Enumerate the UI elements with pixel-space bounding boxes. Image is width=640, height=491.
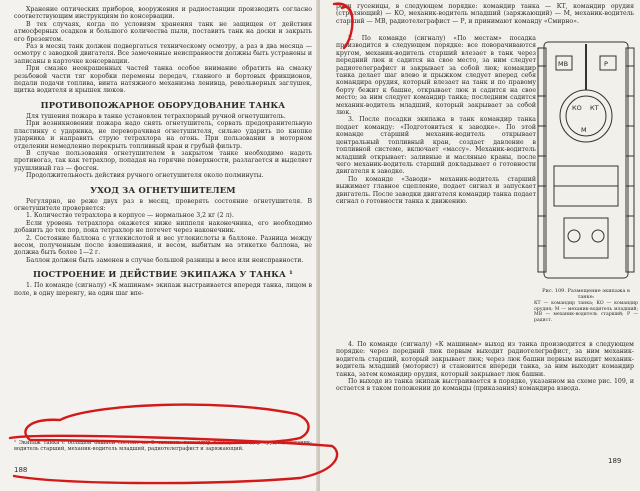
paragraph: В случае пользования огнетушителем в закрытом танке необходимо надеть противогаз, так как тетрахлор, попадая на горячие поверхности, разлагается и выделяет удушливый газ — фосген.: [14, 149, 312, 172]
left-track: [538, 48, 546, 272]
paragraph: Регулярно, не реже двух раз в месяц, проверять состояние огнетушителя. В огнетушителе проверяется:: [14, 197, 312, 212]
page-number-right: 189: [608, 457, 622, 465]
crew-label: КТ: [590, 104, 599, 112]
crew-label: МВ: [558, 60, 569, 68]
paragraph: 1. По команде (сигналу) «К машинам» экипаж выстраивается впереди танка, лицом в поле, в одну шеренгу, на один шаг впе-: [14, 282, 312, 297]
paragraph: Для тушения пожара в танке установлен тетрахлорный ручной огнетушитель.: [26, 112, 286, 120]
right-text-top: [336, 3, 634, 25]
right-text-narrow-column: [336, 35, 536, 205]
paragraph: В тех случаях, когда по условиям хранения танк не защищен от действия атмосферных осадков и большого количества пыли, поставить танк на доски и закрыть его брезентом.: [14, 20, 312, 43]
footnote: ¹ Экипаж танка с большой башней состоит из 6 человек: командир танка, командир орудия, механик-водитель старший, механик-водитель младший, радиотелеграфист и заряжающий.: [14, 440, 312, 453]
paragraph: 3. После посадки экипажа в танк командир танка подает команду: «Подготовиться к заводке». По этой команде старший механик-водитель открывает центральный топливный кран, создает давление в топливной системе, включает «массу». Механик-водитель младший открывает: заливные и масляные краны, после чего механик-водитель старший докладывает о готовности двигателя к заводке.: [336, 116, 536, 176]
paragraph: 2. Состояние баллона с углекислотой и вес углекислоты в баллоне. Разница между весом, полученным после взвешивания, и весом, выбитым на этикетке баллона, не должна быть более 1—2 г.: [14, 234, 312, 257]
paragraph: Раз в месяц танк должен подвергаться техническому осмотру, а раз в два месяца — осмотру с заводкой двигателя. Все замеченные неисправности должны быть устранены и записаны в карточке консервации.: [14, 43, 312, 65]
left-text-column: [14, 6, 312, 297]
paragraph: реди гусеницы, в следующем порядке: командир танка — КТ, командир орудия (стреляющий) — КО, механик-водитель младший (заряжающий) — М, механик-водитель старший — МВ, радиотелеграфист — Р, и принимают команду «Смирно».: [336, 3, 634, 25]
turret-ring: [560, 90, 612, 142]
page-number-left: 188: [14, 466, 28, 474]
paragraph: При возникновении пожара надо снять огнетушитель, сорвать предохранительную пластинку с ударника, не переворачивая огнетушителя, сильно ударить по кнопке ударника и направить струю тетрахлора на огонь. При пользовании в моторном отделении немедленно перекрыть топливный кран и грубый фильтр.: [14, 120, 312, 150]
paragraph: Если уровень тетрахлора окажется ниже ниппеля наконечника, его необходимо добавить до тех пор, пока тетрахлор не потечет через наконечник.: [14, 219, 312, 235]
paragraph: 4. По команде (сигналу) «К машинам» выход из танка производится в следующем порядке: через передний люк первым выходит радиотелеграфист, за ним механик-водитель старший, который закрывает люк; через люк башни первым выходит механик-водитель младший (моторист) и становится впереди танка, за ним выходит командир танка, затем командир орудия, который закрывает люк башни.: [336, 341, 634, 378]
paragraph: При смазке неокрашенных частей танка особое внимание обратить на смазку резьбовой части тяг коробки перемены передач, главного и бортовых фрикционов, педали подачи топлива, винта натяжного механизма ленивца, револьверных заглушек, щитка водителя и крышек люков.: [14, 65, 312, 95]
section-heading-crew-formation: ПОСТРОЕНИЕ И ДЕЙСТВИЕ ЭКИПАЖА У ТАНКА ¹: [32, 269, 294, 280]
radio-hatch: [600, 56, 616, 70]
right-text-bottom: [336, 341, 634, 393]
tank-crew-diagram: [534, 36, 638, 286]
paragraph: По команде «Заводи» механик-водитель старший выжимает главное сцепление, подает сигнал и запускает двигатель. После заводки двигателя командир танка подает сигнал о готовности танка к движению.: [336, 175, 536, 205]
paragraph: По выходе из танка экипаж выстраивается в порядке, указанном на схеме рис. 109, и остается в таком положении до команды (приказания) командира взвода.: [336, 378, 634, 393]
right-track: [626, 48, 634, 272]
paragraph: Хранение оптических приборов, вооружения и радиостанции производить согласно соответствующим инструкциям по консервации.: [14, 6, 312, 21]
right-page: [320, 0, 640, 491]
paragraph: 2. По команде (сигналу) «По местам» посадка производится в следующем порядке: все поворачиваются кругом, механик-водитель старший влезает в танк через передний люк и садится на свое место, за ним следует радиотелеграфист и закрывает за собой люк; командир танка делает шаг влево и прыжком следует вперед себя командира орудия, который влезает на танк и по правому борту бежит к башне, открывает люк и садится на свое место; за ним следует командир танка; последним садится механик-водитель младший, который закрывает за собой люк.: [336, 35, 536, 117]
crew-label: КО: [572, 104, 582, 112]
crew-label: Р: [604, 60, 608, 68]
transmission-compartment: [564, 218, 608, 258]
paragraph: Баллон должен быть заменен в случае большой разницы в весе или неисправности.: [26, 256, 304, 264]
figure-legend: КТ — командир танка; КО — командир орудия; М — механик-водитель младший; МВ — механик-водитель старший; Р — радист.: [534, 301, 638, 323]
figure-caption: Рис. 109. Размещение экипажа в танке:: [542, 288, 630, 300]
section-heading-extinguisher-care: УХОД ЗА ОГНЕТУШИТЕЛЕМ: [90, 184, 236, 195]
paragraph: Продолжительность действия ручного огнетушителя около полминуты.: [26, 172, 264, 180]
crew-label: М: [581, 126, 587, 134]
left-page: [0, 0, 318, 491]
paragraph: 1. Количество тетрахлора в корпусе — нормальное 3,2 кг (2 л).: [26, 212, 234, 220]
section-heading-fire-equipment: ПРОТИВОПОЖАРНОЕ ОБОРУДОВАНИЕ ТАНКА: [40, 99, 286, 110]
